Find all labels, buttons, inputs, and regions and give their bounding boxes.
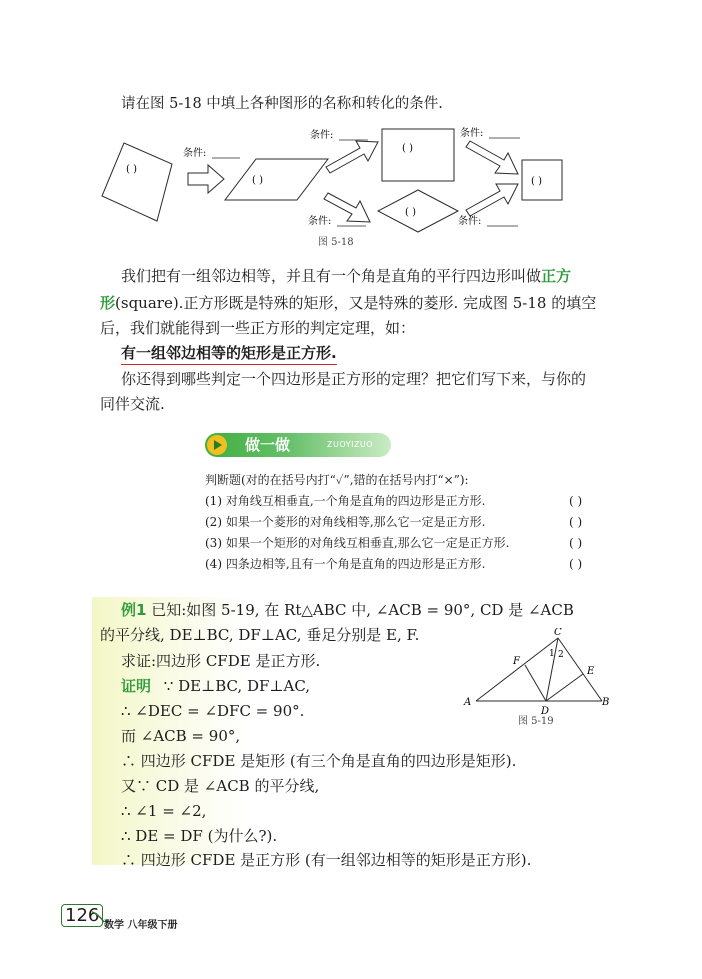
figure-5-19-caption: 图 5-19 [518, 716, 554, 727]
proof-line-3: ∴ 四边形 CFDE 是矩形 (有三个角是直角的四边形是矩形). [121, 752, 517, 770]
example-prove: 求证:四边形 CFDE 是正方形. [121, 652, 321, 670]
arrow-right [188, 165, 224, 193]
activity-item-4: (4) 四条边相等,且有一个角是直角的四边形是正方形. [205, 557, 486, 571]
activity-pinyin: ZUOYIZUO [327, 440, 374, 449]
activity-blank-2: ( ) [569, 515, 583, 529]
activity-blank-3: ( ) [569, 536, 583, 550]
footer-book-title: 数学 八年级下册 [104, 920, 178, 931]
point-f-label: F [513, 656, 520, 667]
example-given-line-1 [121, 600, 574, 620]
activity-prompt: 判断题(对的在括号内打“✓”,错的在括号内打“×”): [205, 473, 469, 487]
intro-text: 请在图 5-18 中填上各种图形的名称和转化的条件. [121, 96, 443, 112]
activity-item-2: (2) 如果一个菱形的对角线相等,那么它一定是正方形. [205, 515, 486, 529]
activity-banner [205, 433, 391, 457]
condition-label-1: 条件: [183, 148, 207, 159]
activity-blank-1: ( ) [569, 494, 583, 508]
condition-label-2: 条件: [310, 130, 334, 141]
definition-line-1 [121, 266, 571, 286]
proof-line-6: ∴ DE = DF (为什么?). [121, 827, 278, 845]
point-b-label: B [602, 697, 610, 708]
angle-2-label: 2 [558, 650, 564, 660]
placeholder-quadrilateral: ( ) [126, 164, 137, 175]
figure-5-18 [100, 118, 600, 250]
definition-line-2 [100, 293, 596, 313]
activity-title: 做一做 [245, 436, 291, 454]
point-d-label: D [541, 706, 550, 717]
condition-label-4: 条件: [308, 216, 332, 227]
proof-line-7: ∴ 四边形 CFDE 是正方形 (有一组邻边相等的矩形是正方形). [121, 851, 532, 869]
figure-5-18-caption: 图 5-18 [318, 237, 354, 248]
placeholder-rectangle: ( ) [402, 143, 413, 154]
rhombus-shape [378, 190, 458, 232]
square-shape [522, 160, 562, 200]
figure-5-19 [462, 628, 612, 728]
proof-line-5: ∴ ∠1 = ∠2, [121, 802, 207, 820]
question-line-2: 同伴交流. [100, 395, 165, 413]
point-e-label: E [587, 666, 595, 677]
point-a-label: A [464, 697, 472, 708]
term-square-part1: 正方 [541, 267, 572, 285]
example-label: 例1 [121, 601, 147, 619]
proof-first-line [121, 676, 310, 696]
play-icon [207, 435, 227, 455]
activity-item-1: (1) 对角线互相垂直,一个角是直角的四边形是正方形. [205, 494, 486, 508]
theorem-text: 有一组邻边相等的矩形是正方形. [121, 343, 337, 365]
parallelogram-shape [225, 159, 328, 200]
definition-line-1-text: 我们把有一组邻边相等，并且有一个角是直角的平行四边形叫做 [121, 267, 542, 285]
proof-line-4: 又∵ CD 是 ∠ACB 的平分线, [121, 777, 320, 795]
activity-blank-4: ( ) [569, 557, 583, 571]
placeholder-square: ( ) [531, 176, 542, 187]
arrow-up-right [326, 141, 378, 173]
condition-label-5: 条件: [458, 216, 482, 227]
proof-label: 证明 [121, 677, 152, 695]
quadrilateral-shape [102, 143, 172, 221]
arrow-down-right-2 [466, 141, 518, 174]
activity-item-3: (3) 如果一个矩形的对角线互相垂直,那么它一定是正方形. [205, 536, 510, 550]
definition-line-2-text: (square).正方形既是特殊的矩形，又是特殊的菱形. 完成图 5-18 的填空 [115, 294, 597, 312]
page-number: 126 [61, 904, 103, 927]
example-given-line-2: 的平分线, DE⊥BC, DF⊥AC, 垂足分别是 E, F. [100, 626, 420, 644]
placeholder-parallelogram: ( ) [252, 175, 263, 186]
proof-line-1: ∴ ∠DEC = ∠DFC = 90°. [121, 702, 305, 720]
point-c-label: C [554, 628, 562, 638]
term-square-part2: 形 [100, 294, 116, 312]
rectangle-shape [382, 129, 454, 181]
condition-label-3: 条件: [460, 128, 484, 139]
question-line-1: 你还得到哪些判定一个四边形是正方形的定理？把它们写下来，与你的 [121, 370, 587, 388]
angle-1-label: 1 [549, 649, 555, 659]
definition-line-3: 后，我们就能得到一些正方形的判定定理，如： [100, 319, 416, 337]
example-given-text: 已知:如图 5-19, 在 Rt△ABC 中, ∠ACB = 90°, CD 是 ∠ACB [151, 601, 574, 619]
proof-first-text: ∵ DE⊥BC, DF⊥AC, [163, 677, 311, 695]
proof-line-2: 而 ∠ACB = 90°, [121, 727, 241, 745]
placeholder-rhombus: ( ) [405, 207, 416, 218]
arrow-up-right-2 [466, 184, 518, 216]
